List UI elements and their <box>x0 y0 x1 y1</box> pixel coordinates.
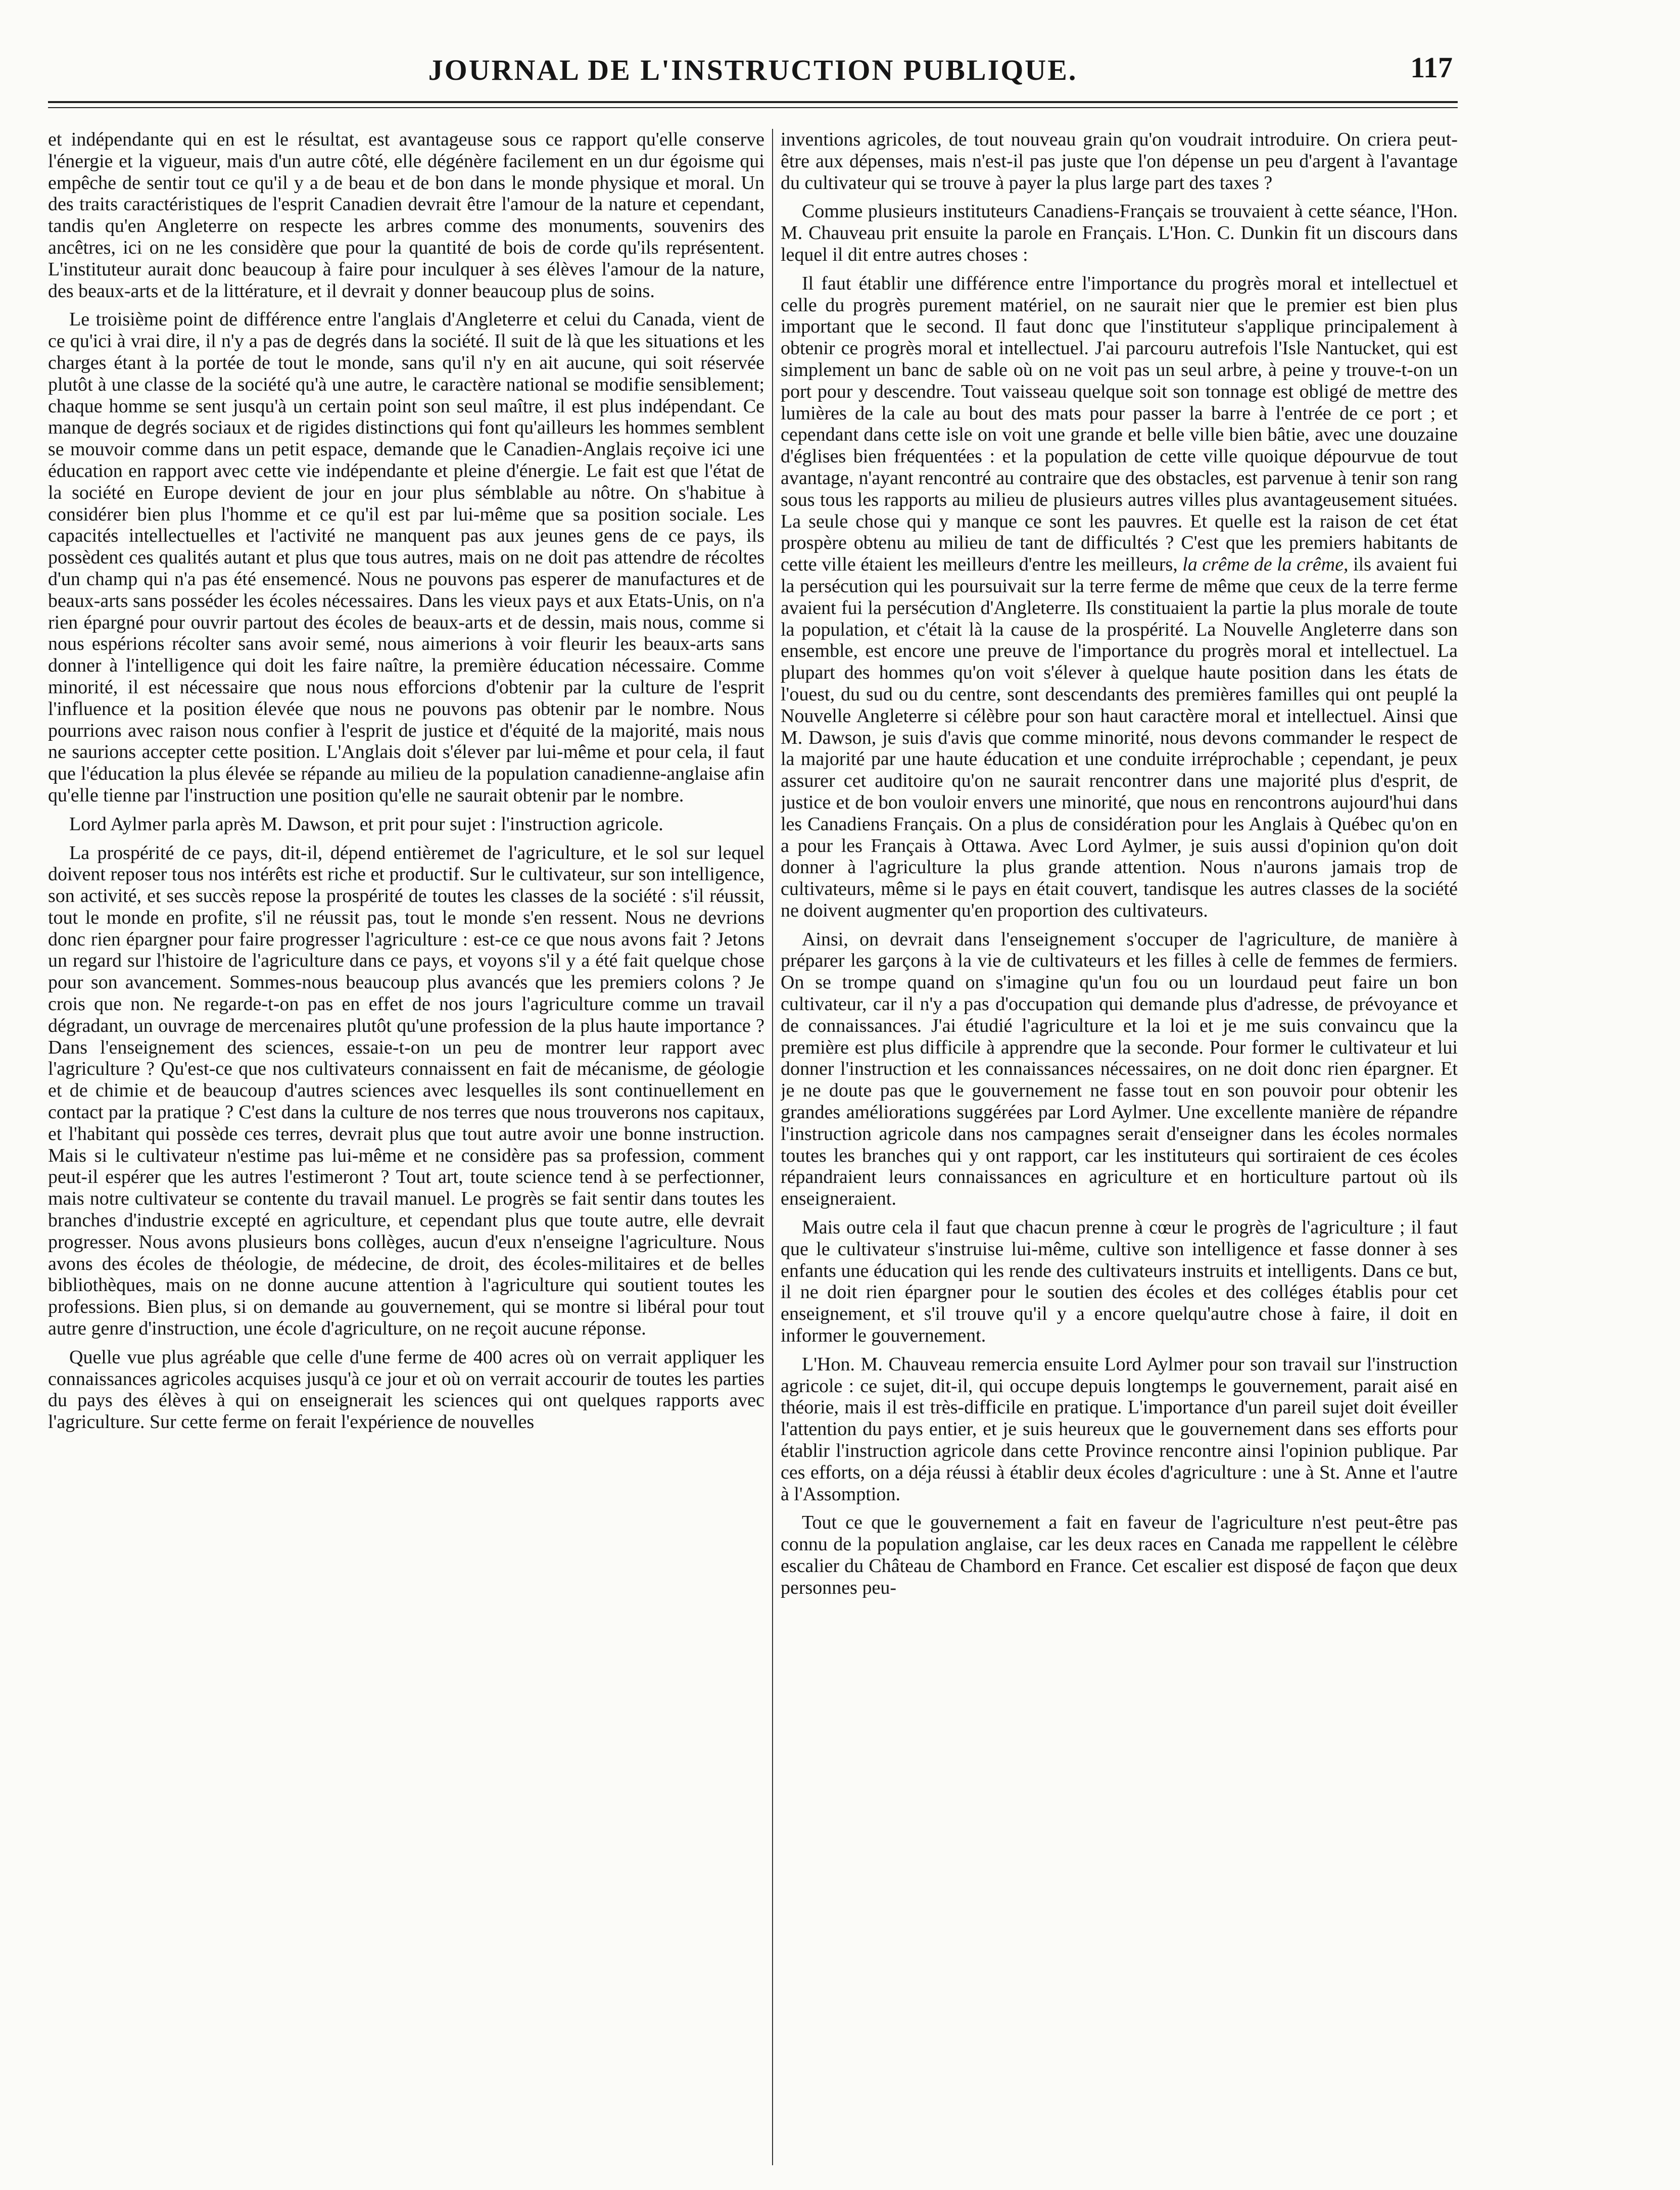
right-column <box>781 129 1458 2160</box>
left-column <box>48 129 764 2160</box>
paragraph: Ainsi, on devrait dans l'enseignement s'occuper de l'agriculture, de manière à préparer les garçons à la vie de cultivateurs et les filles à celle de femmes de fermiers. On se trompe quand on s'imagine qu'un fou ou un lourdaud peut faire un bon cultivateur, car il n'y a pas d'occupation qui demande plus d'adresse, de prévoyance et de connaissances. J'ai étudié l'agriculture et la loi et je me suis convaincu que la première est plus difficile à apprendre que la seconde. Pour former le cultivateur et lui donner l'instruction et les connaissances nécessaires, on ne doit donc rien épargner. Et je ne doute pas que le gouvernement ne fasse tout en son pouvoir pour obtenir les grandes améliorations suggérées par Lord Aylmer. Une excellente manière de répandre l'instruction agricole dans nos campagnes serait d'enseigner dans les écoles normales toutes les branches qui y ont rapport, car les instituteurs qui sortiraient de ces écoles répandraient leurs connaissances en agriculture et en horticulture partout où ils enseigneraient. <box>781 928 1458 1210</box>
italic-phrase: la crême de la crême, <box>1182 554 1349 576</box>
header-rule-thick <box>48 101 1458 103</box>
paragraph: L'Hon. M. Chauveau remercia ensuite Lord Aylmer pour son travail sur l'instruction agricole : ce sujet, dit-il, qui occupe depuis longtemps le gouvernement, parait aisé en théorie, mais il est très-difficile en pratique. L'importance d'un pareil sujet doit éveiller l'attention du pays entier, et je suis heureux que le gouvernement dans ses efforts pour établir l'instruction agricole dans cette Province rencontre ainsi l'opinion publique. Par ces efforts, on a déja réussi à établir deux écoles d'agriculture : une à St. Anne et l'autre à l'Assomption. <box>781 1353 1458 1505</box>
paragraph: Tout ce que le gouvernement a fait en faveur de l'agriculture n'est peut-être pas connu de la population anglaise, car les deux races en Canada me rappellent le célèbre escalier du Château de Chambord en France. Cet escalier est disposé de façon que deux personnes peu- <box>781 1512 1458 1598</box>
paragraph: inventions agricoles, de tout nouveau grain qu'on voudrait introduire. On criera peut-être aux dépenses, mais n'est-il pas juste que l'on dépense un peu d'argent à l'avantage du cultivateur qui se trouve à payer la plus large part des taxes ? <box>781 129 1458 194</box>
paragraph: Mais outre cela il faut que chacun prenne à cœur le progrès de l'agriculture ; il faut que le cultivateur s'instruise lui-même, cultive son intelligence et fasse donner à ses enfants une éducation qui les rende des cultivateurs instruits et intelligents. Dans ce but, il ne doit rien épargner pour le soutien des écoles et des colléges établis pour cet enseignement, et s'il trouve qu'il y a encore quelqu'autre chose à faire, il doit en informer le gouvernement. <box>781 1217 1458 1347</box>
paragraph <box>781 273 1458 922</box>
paragraph: Lord Aylmer parla après M. Dawson, et prit pour sujet : l'instruction agricole. <box>69 813 663 835</box>
header-rule-thin <box>48 107 1458 108</box>
paragraph: Comme plusieurs instituteurs Canadiens-Français se trouvaient à cette séance, l'Hon. M. Chauveau prit ensuite la parole en Français. L'Hon. C. Dunkin fit un discours dans lequel il dit entre autres choses : <box>781 201 1458 265</box>
column-divider <box>772 129 773 2165</box>
page-header <box>48 44 1458 95</box>
paragraph: La prospérité de ce pays, dit-il, dépend entièremet de l'agriculture, et le sol sur lequel doivent reposer tous nos intérêts est riche et productif. Sur le cultivateur, sur son intelligence, son activité, et ses succès repose la prospérité de toutes les classes de la société : s'il réussit, tout le monde en profite, s'il ne réussit pas, tout le monde s'en ressent. Nous ne devrions donc rien épargner pour faire progresser l'agriculture : est-ce ce que nous avons fait ? Jetons un regard sur l'histoire de l'agriculture dans ce pays, et voyons s'il y a été fait quelque chose pour son avancement. Sommes-nous beaucoup plus avancés que les premiers colons ? Je crois que non. Ne regarde-t-on pas en effet de nos jours l'agriculture comme un travail dégradant, un ouvrage de mercenaires plutôt qu'une profession de la plus haute importance ? Dans l'enseignement des sciences, essaie-t-on un peu de montrer leur rapport avec l'agriculture ? Qu'est-ce que nos cultivateurs connaissent en fait de mécanisme, de géologie et de chimie et de beaucoup d'autres sciences avec lesquelles ils sont continuellement en contact par la pratique ? C'est dans la culture de nos terres que nous trouverons nos capitaux, et l'habitant qui possède ces terres, devrait plus que tout autre avoir une bonne instruction. Mais si le cultivateur n'estime pas lui-même et ne considère pas sa profession, comment peut-il espérer que les autres l'estimeront ? Tout art, toute science tend à se perfectionner, mais notre cultivateur se contente du travail manuel. Le progrès se fait sentir dans toutes les branches d'industrie excepté en agriculture, et cependant plus que toute autre, elle devrait progresser. Nous avons plusieurs bons collèges, aucun d'eux n'enseigne l'agriculture. Nous avons des écoles de théologie, de médecine, de droit, des écoles-militaires et de belles bibliothèques, mais on ne donne aucune attention à l'agriculture qui soutient toutes les professions. Bien plus, si on demande au gouvernement, qui se montre si libéral pour tout autre genre d'instruction, une école d'agriculture, on ne reçoit aucune réponse. <box>48 842 764 1340</box>
text-run: Il faut établir une différence entre l'importance du progrès moral et intellectuel et celle du progrès purement matériel, on ne saurait nier que le premier est bien plus important que le second. Il faut donc que l'instituteur s'applique principalement à obtenir ce progrès moral et intellectuel. J'ai parcouru autrefois l'Isle Nantucket, qui est simplement un banc de sable où on ne voit pas un seul arbre, à peine y trouve-t-on un port pour y descendre. Tout vaisseau quelque soit son tonnage est obligé de mettre des lumières de la cale au bout des mats pour passer la barre à l'entrée de ce port ; et cependant dans cette isle on voit une grande et belle ville bien bâtie, avec une douzaine d'églises bien fréquentées : et la population de cette ville quoique dépourvue de tout avantage, n'ayant rencontré au contraire que des obstacles, est parvenue à tenir son rang sous tous les rapports au milieu de plusieurs autres villes plus avantageusement situées. La seule chose qui y manque ce sont les pauvres. Et quelle est la raison de cet état prospère obtenu au milieu de tant de difficultés ? C'est que les premiers habitants de cette ville étaient les meilleurs d'entre les meilleurs, <box>781 272 1458 576</box>
text-run: ils avaient fui la persécution qui les poursuivait sur la terre ferme de même que ceux de la terre ferme avaient fui la persécution d'Angleterre. Ils constituaient la partie la plus morale de toute la population, et c'était là la cause de la prospérité. La Nouvelle Angleterre dans son ensemble, est encore une preuve de l'importance du progrès moral et intellectuel. La plupart des hommes qu'on voit s'élever à quelque haute position dans les états de l'ouest, du sud ou du centre, sont descendants des premières familles qui ont peuplé la Nouvelle Angleterre si célèbre pour son haut caractère moral et intellectuel. Ainsi que M. Dawson, je suis d'avis que comme minorité, nous devons commander le respect de la majorité par une haute éducation et une conduite irréprochable ; cependant, je peux assurer cet auditoire qu'on ne saurait rencontrer dans une majorité plus d'esprit, de justice et de bon vouloir envers une minorité, que nous en rencontrons aujourd'hui dans les Canadiens Français. On a plus de considération pour les Anglais à Québec qu'on en a pour les Français à Ottawa. Avec Lord Aylmer, je suis aussi d'opinion qu'on doit donner à l'agriculture la plus grande attention. Nous n'aurons jamais trop de cultivateurs, même si le pays en était couvert, tandisque les autres classes de la société ne doivent augmenter qu'en proportion des cultivateurs. <box>781 554 1458 921</box>
page-number: 117 <box>1410 51 1453 84</box>
paragraph: Quelle vue plus agréable que celle d'une ferme de 400 acres où on verrait appliquer les connaissances agricoles acquises jusqu'à ce jour et où on verrait accourir de toutes les parties du pays des élèves à qui on enseignerait les sciences qui ont quelques rapports avec l'agriculture. Sur cette ferme on ferait l'expérience de nouvelles <box>48 1346 764 1433</box>
paragraph: et indépendante qui en est le résultat, est avantageuse sous ce rapport qu'elle conserve l'énergie et la vigueur, mais d'un autre côté, elle dégénère facilement en un dur égoisme qui empêche de sentir tout ce qu'il y a de beau et de bon dans le monde physique et moral. Un des traits caractéristiques de l'esprit Canadien devrait être l'amour de la nature et cependant, tandis qu'en Angleterre on respecte les arbres comme des monuments, souvenirs des ancêtres, ici on ne les considère que pour la quantité de bois de corde qu'ils représentent. L'instituteur aurait donc beaucoup à faire pour inculquer à ses élèves l'amour de la nature, des beaux-arts et de la littérature, et il devrait y donner beaucoup plus de soins. <box>48 129 764 302</box>
running-title: JOURNAL DE L'INSTRUCTION PUBLIQUE. <box>428 53 1078 86</box>
paragraph: Le troisième point de différence entre l'anglais d'Angleterre et celui du Canada, vient de ce qu'ici à vrai dire, il n'y a pas de degrés dans la société. Il suit de là que les situations et les charges étant à la portée de tout le monde, sans qu'il n'y en ait aucune, qui soit réservée plutôt à une classe de la société qu'à une autre, le caractère national se modifie sensiblement; chaque homme se sent jusqu'à un certain point son seul maître, il est plus indépendant. Ce manque de degrés sociaux et de rigides distinctions qui font qu'ailleurs les hommes semblent se mouvoir comme dans un petit espace, demande que le Canadien-Anglais reçoive ici une éducation en rapport avec cette vie indépendante et pleine d'énergie. Le fait est que l'état de la société en Europe devient de jour en jour plus sémblable au nôtre. On s'habitue à considérer bien plus l'homme et ce qu'il est par lui-même que sa position sociale. Les capacités intellectuelles et l'activité ne manquent pas aux jeunes gens de ce pays, ils possèdent ces qualités autant et plus que tous autres, mais on ne doit pas attendre de récoltes d'un champ qui n'a pas été ensemencé. Nous ne pouvons pas esperer de manufactures et de beaux-arts sans posséder les écoles nécessaires. Dans les vieux pays et aux Etats-Unis, on n'a rien épargné pour ouvrir partout des écoles de beaux-arts et de dessin, mais nous, comme si nous espérions récolter sans avoir semé, nous aimerions à voir fleurir les beaux-arts sans donner à l'intelligence qui doit les faire naître, la première éducation nécessaire. Comme minorité, il est nécessaire que nous nous efforcions d'obtenir par la culture de l'esprit l'influence et la position élevée que nous ne pouvons pas obtenir par le nombre. Nous pourrions avec raison nous confier à l'esprit de justice et d'équité de la majorité, mais nous ne saurions accepter cette position. L'Anglais doit s'élever par lui-même et pour cela, il faut que l'éducation la plus élevée se répande au milieu de la population canadienne-anglaise afin qu'elle tienne par l'instruction une position qu'elle ne saurait obtenir par le nombre. <box>48 309 764 806</box>
